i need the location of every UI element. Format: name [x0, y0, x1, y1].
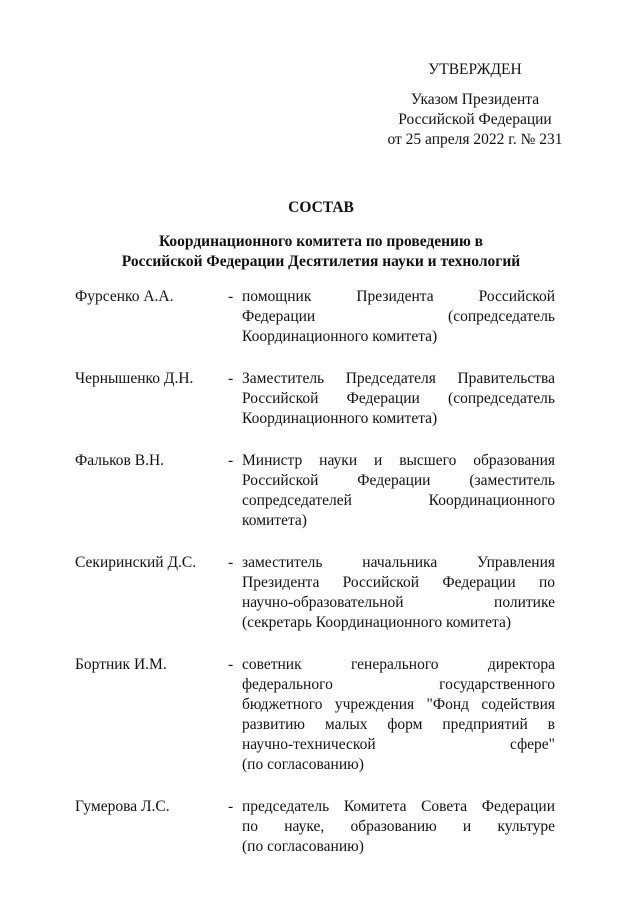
role-line: Федерации (сопредседатель	[242, 308, 555, 325]
dash-separator: -	[228, 452, 234, 469]
member-role	[242, 797, 555, 857]
role-line: Российской Федерации (сопредседатель	[242, 390, 555, 407]
role-line: бюджетного учреждения "Фонд содействия	[242, 696, 555, 713]
role-line: Президента Российской Федерации по	[242, 574, 555, 591]
approved-label: УТВЕРЖДЕН	[428, 61, 522, 78]
member-role	[242, 451, 555, 531]
role-line: Министр науки и высшего образования	[242, 452, 555, 469]
member-name: Чернышенко Д.Н.	[75, 370, 194, 387]
member-role	[242, 287, 555, 347]
member-role	[242, 655, 555, 775]
page-title: СОСТАВ	[288, 199, 354, 216]
dash-separator: -	[228, 288, 234, 305]
list-item	[75, 451, 555, 531]
role-line: федерального государственного	[242, 676, 555, 693]
member-name: Гумерова Л.С.	[75, 798, 170, 815]
approval-stamp	[372, 60, 578, 150]
role-line: Координационного комитета)	[242, 328, 438, 345]
dash-separator: -	[228, 656, 234, 673]
approval-line: Указом Президента	[410, 91, 540, 108]
role-line: заместитель начальника Управления	[242, 554, 555, 571]
document-title	[60, 198, 582, 272]
role-line: советник генерального директора	[242, 656, 555, 673]
list-item	[75, 797, 555, 857]
role-line: научно-технической сфере"	[242, 736, 555, 753]
member-list	[75, 287, 555, 879]
member-role	[242, 369, 555, 429]
subtitle-line: Российской Федерации Десятилетия науки и технологий	[121, 253, 521, 270]
subtitle-line: Координационного комитета по проведению в	[158, 233, 484, 250]
role-line: развитию малых форм предприятий в	[242, 716, 555, 733]
list-item	[75, 287, 555, 347]
dash-separator: -	[228, 370, 234, 387]
list-item	[75, 655, 555, 775]
member-name: Бортник И.М.	[75, 656, 167, 673]
role-line: сопредседателей Координационного	[242, 492, 555, 509]
member-role	[242, 553, 555, 633]
member-name: Секиринский Д.С.	[75, 554, 197, 571]
role-line: научно-образовательной политике	[242, 594, 555, 611]
role-line: (по согласованию)	[242, 838, 364, 855]
approval-line: Российской Федерации	[398, 111, 552, 128]
role-line: по науке, образованию и культуре	[242, 818, 555, 835]
member-name: Фальков В.Н.	[75, 452, 165, 469]
role-line: (секретарь Координационного комитета)	[242, 614, 512, 631]
list-item	[75, 553, 555, 633]
dash-separator: -	[228, 554, 234, 571]
role-line: Российской Федерации (заместитель	[242, 472, 555, 489]
role-line: помощник Президента Российской	[242, 288, 555, 305]
member-name: Фурсенко А.А.	[75, 288, 174, 305]
list-item	[75, 369, 555, 429]
role-line: Координационного комитета)	[242, 410, 438, 427]
approval-date-line: от 25 апреля 2022 г. № 231	[387, 131, 563, 148]
dash-separator: -	[228, 798, 234, 815]
role-line: председатель Комитета Совета Федерации	[242, 798, 555, 815]
role-line: комитета)	[242, 512, 307, 529]
role-line: Заместитель Председателя Правительства	[242, 370, 555, 387]
role-line: (по согласованию)	[242, 756, 364, 773]
